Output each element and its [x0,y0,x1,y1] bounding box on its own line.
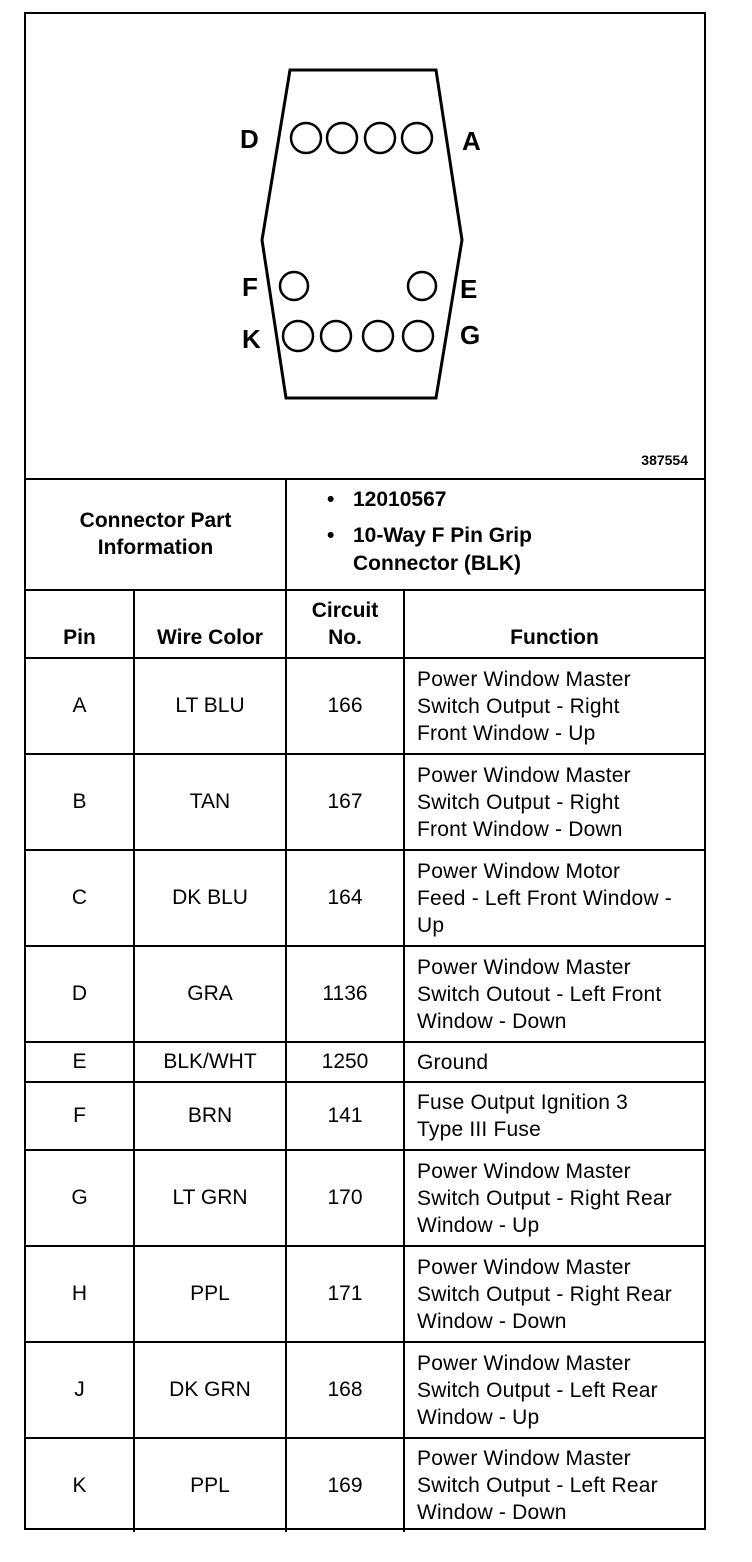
function-cell: Power Window Master Switch Output - Right Rear Window - Down [404,1246,704,1342]
table-row [26,658,704,754]
function-cell: Power Window Master Switch Output - Right Front Window - Up [404,658,704,754]
cavity-j [321,321,351,351]
circuit-cell: 1250 [286,1042,404,1082]
circuit-cell: 166 [286,658,404,754]
pin-cell: D [26,946,134,1042]
wire-color-cell: PPL [134,1438,286,1532]
table-row [26,1042,704,1082]
cavity-d [291,123,321,153]
circuit-cell: 167 [286,754,404,850]
table-row [26,1342,704,1438]
cavity-c [327,123,357,153]
cavity-f [280,272,308,300]
pin-label-e: E [460,274,478,304]
header-wire-color: Wire Color [134,590,286,658]
table-row [26,754,704,850]
table-row [26,850,704,946]
connector-sheet [24,12,706,1530]
function-cell: Power Window Master Switch Output - Right Front Window - Down [404,754,704,850]
function-cell: Power Window Master Switch Outout - Left Front Window - Down [404,946,704,1042]
header-circuit: Circuit No. [286,590,404,658]
table-header-row [26,590,704,658]
circuit-cell: 1136 [286,946,404,1042]
circuit-cell: 170 [286,1150,404,1246]
cavity-b [365,123,395,153]
wire-color-cell: BRN [134,1082,286,1150]
circuit-cell: 169 [286,1438,404,1532]
wire-color-cell: BLK/WHT [134,1042,286,1082]
pin-label-d: D [240,124,259,154]
pin-label-g: G [460,320,481,350]
wire-color-cell: DK GRN [134,1342,286,1438]
table-row [26,1150,704,1246]
connector-info-label: Connector Part Information [26,478,286,590]
table-row [26,946,704,1042]
connector-face-drawing [26,14,704,478]
pin-cell: H [26,1246,134,1342]
pin-cell: E [26,1042,134,1082]
pin-cell: B [26,754,134,850]
part-number: • 12010567 [327,486,704,514]
circuit-cell: 168 [286,1342,404,1438]
wire-color-cell: GRA [134,946,286,1042]
pin-label-k: K [242,324,261,354]
pin-cell: A [26,658,134,754]
circuit-cell: 141 [286,1082,404,1150]
pin-label-f: F [242,272,258,302]
function-cell: Power Window Master Switch Output - Left Rear Window - Up [404,1342,704,1438]
circuit-cell: 171 [286,1246,404,1342]
wire-color-cell: LT BLU [134,658,286,754]
connector-info-row [26,478,704,590]
pin-cell: K [26,1438,134,1532]
wire-color-cell: LT GRN [134,1150,286,1246]
table-row [26,1246,704,1342]
table-row [26,1438,704,1532]
function-cell: Power Window Master Switch Output - Left Rear Window - Down [404,1438,704,1532]
wire-color-cell: DK BLU [134,850,286,946]
cavity-h [363,321,393,351]
figure-number: 387554 [641,452,688,468]
pin-label-a: A [462,126,481,156]
header-function: Function [404,590,704,658]
header-pin: Pin [26,590,134,658]
connector-description: • 10-Way F Pin Grip Connector (BLK) [327,522,583,578]
wire-color-cell: PPL [134,1246,286,1342]
circuit-cell: 164 [286,850,404,946]
pin-cell: G [26,1150,134,1246]
function-cell: Power Window Master Switch Output - Right Rear Window - Up [404,1150,704,1246]
cavity-a [402,123,432,153]
pin-cell: C [26,850,134,946]
cavity-e [408,272,436,300]
pin-cell: J [26,1342,134,1438]
table-row [26,1082,704,1150]
connector-info-values [286,478,704,590]
function-cell: Power Window Motor Feed - Left Front Window - Up [404,850,704,946]
pin-cell: F [26,1082,134,1150]
connector-diagram [26,14,704,480]
function-cell: Fuse Output Ignition 3 Type III Fuse [404,1082,704,1150]
cavity-g [403,321,433,351]
function-cell: Ground [404,1042,704,1082]
pinout-table [26,478,704,1532]
cavity-k [283,321,313,351]
wire-color-cell: TAN [134,754,286,850]
